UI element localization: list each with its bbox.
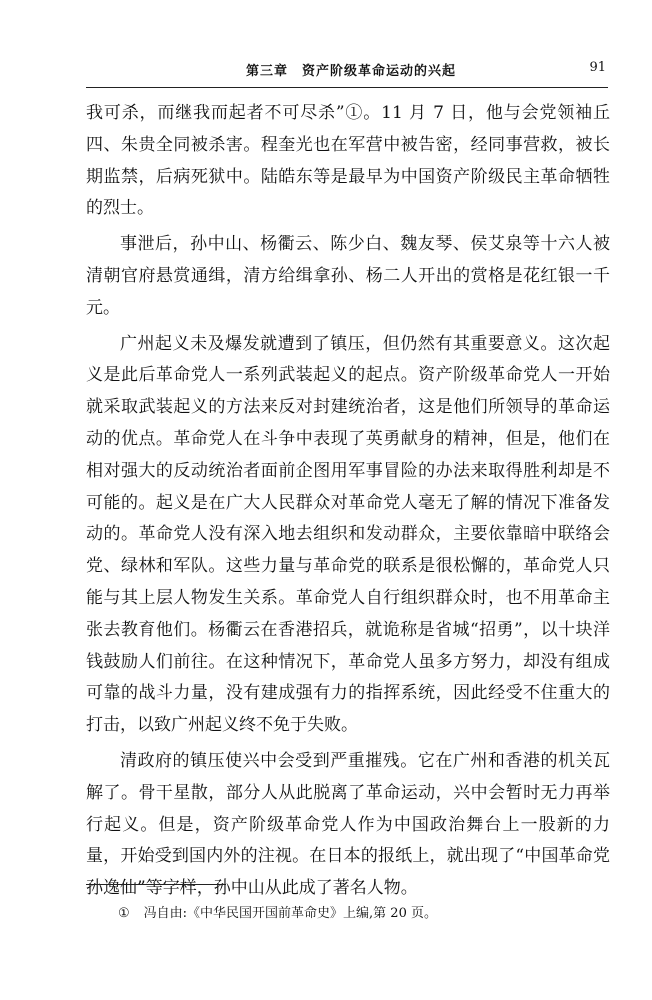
paragraph-1: 我可杀，而继我而起者不可尽杀”①。11 月 7 日，他与会党领袖丘四、朱贵全同被杀害。程奎光也在军营中被告密，经同事营救，被长期监禁，后病死狱中。陆皓东等是最早为中国资产阶级民主革命牺牲的烈士。 xyxy=(86,103,610,219)
paragraph-2: 事泄后，孙中山、杨衢云、陈少白、魏友琴、侯艾泉等十六人被清朝官府悬赏通缉，清方给缉拿孙、杨二人开出的赏格是花红银一千元。 xyxy=(86,234,610,318)
footnote-text: 冯自由:《中华民国开国前革命史》上编,第 20 页。 xyxy=(143,906,437,921)
running-header xyxy=(86,60,606,84)
page-number: 91 xyxy=(589,60,606,75)
footnote-mark: ① xyxy=(118,906,130,921)
body-text xyxy=(86,98,610,909)
paragraph-3: 广州起义未及爆发就遭到了镇压，但仍然有其重要意义。这次起义是此后革命党人一系列武装起义的起点。资产阶级革命党人一开始就采取武装起义的方法来反对封建统治者，这是他们所领导的革命运动的优点。革命党人在斗争中表现了英勇献身的精神，但是，他们在相对强大的反动统治者面前企图用军事冒险的办法来取得胜利却是不可能的。起义是在广大人民群众对革命党人毫无了解的情况下准备发动的。革命党人没有深入地去组织和发动群众，主要依靠暗中联络会党、绿林和军队。这些力量与革命党的联系是很松懈的，革命党人只能与其上层人物发生关系。革命党人自行组织群众时，也不用革命主张去教育他们。杨衢云在香港招兵，就诡称是省城“招勇”，以十块洋钱鼓励人们前往。在这种情况下，革命党人虽多方努力，却没有组成可靠的战斗力量，没有建成强有力的指挥系统，因此经受不住重大的打击，以致广州起义终不免于失败。 xyxy=(86,333,610,736)
chapter-title: 第三章 资产阶级革命运动的兴起 xyxy=(246,64,457,79)
footnote-rule xyxy=(86,884,226,885)
footnote xyxy=(118,902,437,921)
header-rule xyxy=(86,87,608,88)
paragraph-4: 清政府的镇压使兴中会受到严重摧残。它在广州和香港的机关瓦解了。骨干星散，部分人从此脱离了革命运动，兴中会暂时无力再举行起义。但是，资产阶级革命党人作为中国政治舞台上一股新的力量，开始受到国内外的注视。在日本的报纸上，就出现了“中国革命党孙逸仙”等字样，孙中山从此成了著名人物。 xyxy=(86,750,610,899)
